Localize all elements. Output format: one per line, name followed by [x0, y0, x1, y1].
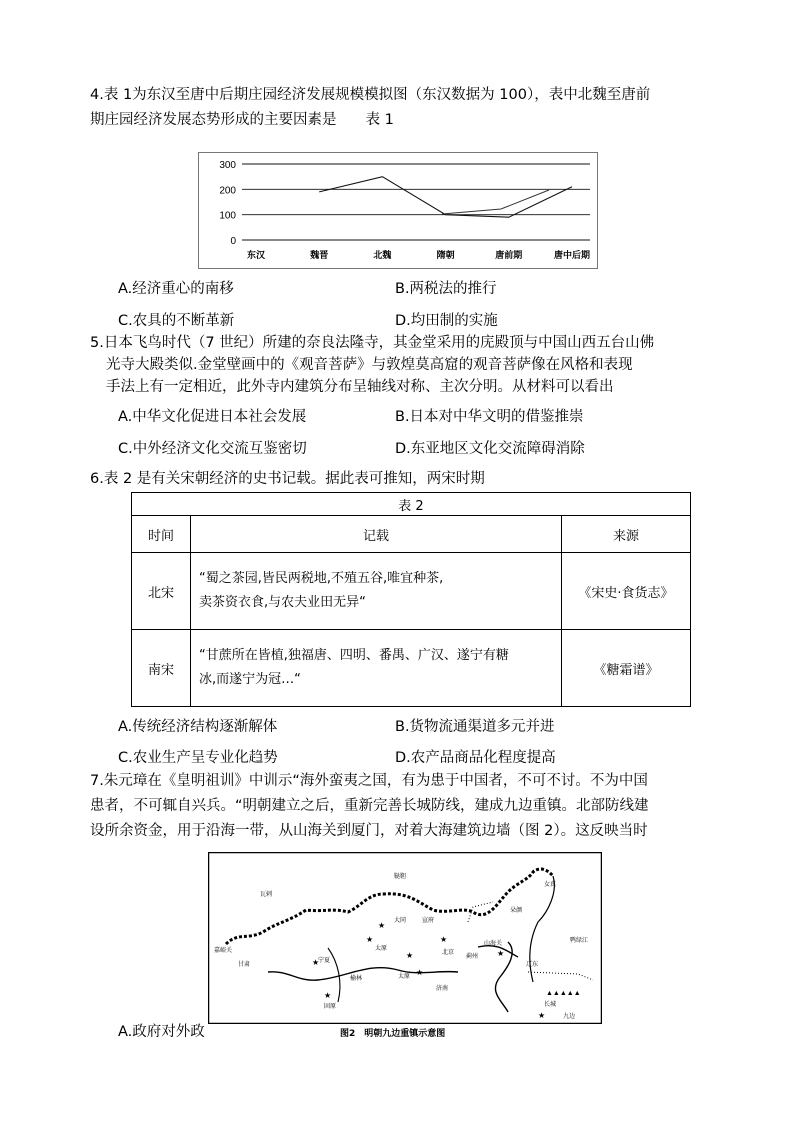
row-source: 《宋史·食货志》 [562, 553, 691, 630]
header-source: 来源 [562, 516, 691, 553]
q7-option-a[interactable]: A.政府对外政 [118, 1024, 205, 1040]
map-label: 九边 [563, 1014, 576, 1020]
question-6-line-1: 6.表 2 是有关宋朝经济的史书记载。据此表可推知，两宋时期 [90, 471, 485, 487]
question-5-line-1: 5.日本飞鸟时代（7 世纪）所建的奈良法隆寺，其金堂采用的庑殿顶与中国山西五台山佛 [90, 335, 655, 351]
table-caption: 表 2 [132, 493, 691, 516]
header-time: 时间 [132, 516, 191, 553]
header-record: 记载 [191, 516, 562, 553]
q4-option-b[interactable]: B.两税法的推行 [395, 281, 497, 297]
map-caption: 图2 明朝九边重镇示意图 [340, 1029, 446, 1039]
map-label: 济南 [436, 986, 449, 992]
q5-option-c[interactable]: C.中外经济文化交流互鉴密切 [118, 441, 307, 457]
map-label: 辽东 [526, 962, 539, 968]
map-label: 甘肃 [238, 962, 251, 968]
x-tick-label: 唐前期 [495, 251, 523, 261]
row-time: 南宋 [132, 630, 191, 707]
map-label: 宁夏 [318, 958, 331, 964]
map-label: 榆林 [350, 976, 363, 982]
map-label: 女真 [544, 882, 557, 888]
question-4-line-2: 期庄园经济发展态势形成的主要因素是 表 1 [90, 112, 394, 128]
map-label: 鞑靼 [394, 874, 407, 880]
map-label: 蓟州 [466, 954, 479, 960]
map-label: 固原 [324, 1004, 337, 1010]
q4-option-c[interactable]: C.农具的不断革新 [118, 313, 235, 329]
map-label: 鸭绿江 [570, 938, 589, 944]
q5-option-d[interactable]: D.东亚地区文化交流障碍消除 [395, 441, 585, 457]
x-tick-label: 东汉 [246, 251, 266, 261]
svg-text:★: ★ [440, 935, 448, 944]
y-tick-label: 100 [219, 210, 236, 222]
question-7-line-3: 设所余资金，用于沿海一带，从山海关到厦门，对着大海建筑边墙（图 2）。这反映当时 [90, 823, 648, 839]
record-line: 冰,而遂宁为冠…“ [199, 672, 301, 687]
svg-text:★: ★ [497, 949, 505, 958]
record-line: “甘蔗所在皆植,独福唐、四明、番禺、广汉、遂宁有糖 [199, 648, 509, 663]
svg-text:★: ★ [406, 951, 414, 960]
row-time: 北宋 [132, 553, 191, 630]
svg-text:★: ★ [324, 991, 332, 1000]
song-economy-table [131, 492, 691, 707]
svg-text:▲▲▲▲▲: ▲▲▲▲▲ [546, 990, 581, 997]
q5-option-a[interactable]: A.中华文化促进日本社会发展 [118, 409, 307, 425]
map-label: 太原 [375, 946, 388, 952]
row-source: 《糖霜谱》 [562, 630, 691, 707]
record-line: “蜀之茶园,皆民两税地,不殖五谷,唯宜种茶, [199, 571, 444, 586]
question-5-line-3: 手法上有一定相近，此外寺内建筑分布呈轴线对称、主次分明。从材料可以看出 [106, 379, 614, 395]
question-7-line-1: 7.朱元璋在《皇明祖训》中训示“海外蛮夷之国，有为患于中国者，不可不讨。不为中国 [90, 773, 648, 789]
x-tick-label: 隋朝 [436, 251, 455, 261]
map-label: 太原 [398, 974, 411, 980]
q6-option-c[interactable]: C.农业生产呈专业化趋势 [118, 750, 278, 766]
q5-option-b[interactable]: B.日本对中华文明的借鉴推崇 [395, 409, 584, 425]
x-tick-label: 北魏 [373, 251, 392, 261]
svg-text:★: ★ [312, 958, 320, 967]
map-label: 瓦剌 [260, 892, 273, 898]
row-record [191, 630, 562, 707]
table-row [132, 553, 691, 630]
svg-text:★: ★ [416, 968, 424, 977]
map-label: 长城 [544, 1002, 557, 1008]
q6-option-a[interactable]: A.传统经济结构逐渐解体 [118, 719, 278, 735]
svg-text:★: ★ [366, 935, 374, 944]
y-tick-label: 0 [230, 236, 236, 247]
map-label: 嘉峪关 [214, 948, 233, 954]
q4-option-a[interactable]: A.经济重心的南移 [118, 281, 234, 297]
svg-text:★: ★ [538, 1011, 546, 1020]
y-tick-label: 200 [219, 185, 236, 197]
estate-economy-line-chart [198, 152, 598, 269]
question-7-line-2: 患者，不可辄自兴兵。“明朝建立之后，重新完善长城防线，建成九边重镇。北部防线建 [90, 798, 649, 814]
q4-option-d[interactable]: D.均田制的实施 [395, 313, 498, 329]
q6-option-b[interactable]: B.货物流通渠道多元并进 [395, 719, 555, 735]
x-tick-label: 唐中后期 [553, 251, 591, 261]
map-label: 朵颜 [510, 908, 523, 914]
svg-text:★: ★ [378, 921, 386, 930]
y-tick-label: 300 [219, 160, 236, 171]
row-record [191, 553, 562, 630]
x-tick-label: 魏晋 [310, 251, 329, 261]
question-5-line-2: 光寺大殿类似.金堂壁画中的《观音菩萨》与敦煌莫高窟的观音菩萨像在风格和表现 [106, 357, 633, 373]
table-row [132, 630, 691, 707]
map-label: 大同 [394, 918, 407, 924]
ming-frontier-map [208, 852, 602, 1024]
q6-option-d[interactable]: D.农产品商品化程度提高 [395, 750, 556, 766]
map-label: 山海关 [484, 941, 503, 947]
map-label: 北京 [442, 950, 455, 956]
map-label: 宣府 [422, 918, 435, 924]
mountain-symbols [546, 990, 581, 997]
record-line: 卖茶资衣食,与农夫业田无异“ [199, 595, 366, 610]
question-4-line-1: 4.表 1为东汉至唐中后期庄园经济发展规模模拟图（东汉数据为 100），表中北魏至唐前 [90, 87, 651, 103]
